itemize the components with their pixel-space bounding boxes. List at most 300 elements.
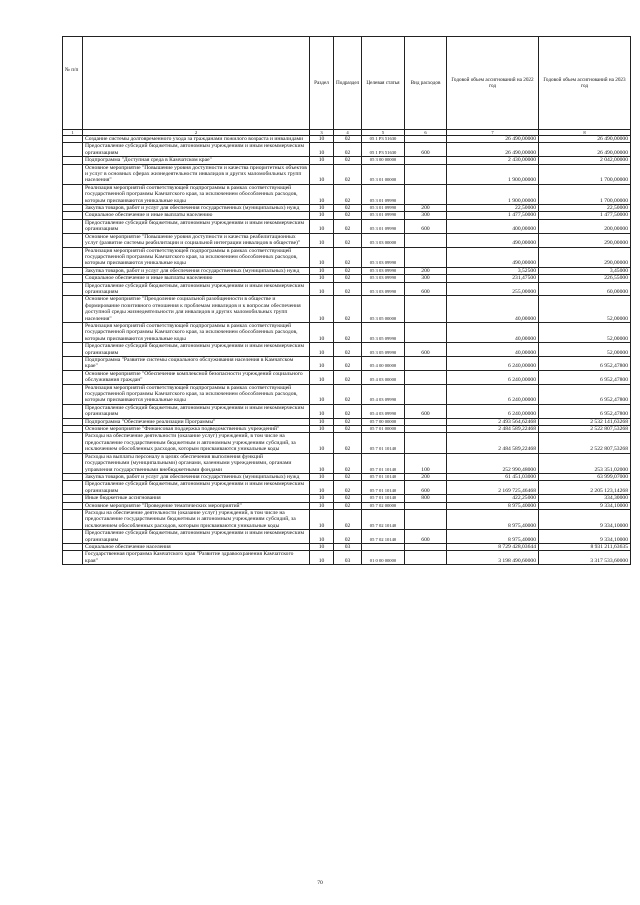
row-vr-cell: [405, 370, 447, 384]
table-row: [63, 219, 631, 233]
row-value-2023-cell: 6 952,47800: [539, 370, 631, 384]
row-csr-cell: 05 7 01 00000: [362, 426, 405, 433]
row-csr-cell: 05 4 00 00000: [362, 357, 405, 371]
row-value-2022-cell: 490,00000: [447, 247, 539, 267]
row-name-cell: Закупка товаров, работ и услуг для обеспечения государственных (муниципальных) нужд: [83, 473, 310, 480]
table-row: [63, 370, 631, 384]
row-razdel-cell: 10: [310, 418, 334, 425]
row-csr-cell: 05 3 05 00000: [362, 296, 405, 323]
row-name-cell: Подпрограмма "Обеспечение реализации Программы": [83, 418, 310, 425]
row-value-2023-cell: 2 532 141,63268: [539, 418, 631, 425]
row-razdel-cell: 10: [310, 205, 334, 212]
row-csr-cell: 05 7 01 10140: [362, 481, 405, 495]
page-number: 70: [317, 880, 323, 886]
col-number: 4: [334, 130, 362, 136]
col-number: 8: [539, 130, 631, 136]
table-row: [63, 343, 631, 357]
header-2023: Годовой объем ассигнований на 2023 год: [539, 37, 631, 130]
row-podrazdel-cell: 02: [334, 219, 362, 233]
row-name-cell: Основное мероприятие "Обеспечение комплексной безопасности учреждений социального обслуживания граждан": [83, 370, 310, 384]
row-name-cell: Иные бюджетные ассигнования: [83, 495, 310, 502]
row-razdel-cell: 10: [310, 495, 334, 502]
row-vr-cell: 100: [405, 453, 447, 473]
row-value-2022-cell: 40,00000: [447, 296, 539, 323]
row-csr-cell: 05 7 01 10140: [362, 433, 405, 453]
row-value-2022-cell: 490,00000: [447, 233, 539, 247]
row-vr-cell: 600: [405, 481, 447, 495]
row-value-2022-cell: 252 990,48000: [447, 453, 539, 473]
row-value-2023-cell: 52,00000: [539, 343, 631, 357]
row-name-cell: Предоставление субсидий бюджетным, автономным учреждениям и иным некоммерческим организациям: [83, 404, 310, 418]
table-row: [63, 136, 631, 143]
row-name-cell: Социальное обеспечение населения: [83, 543, 310, 550]
table-row: [63, 212, 631, 219]
row-podrazdel-cell: 02: [334, 384, 362, 404]
row-name-cell: Основное мероприятие "Финансовая поддержка подведомственных учреждений": [83, 426, 310, 433]
row-csr-cell: 05 3 03 09990: [362, 247, 405, 267]
row-value-2023-cell: 52,00000: [539, 322, 631, 342]
row-name-cell: Государственная программа Камчатского края "Развитие здравоохранения Камчатского края": [83, 551, 310, 565]
header-csr: Целевая статья: [362, 37, 405, 130]
row-value-2023-cell: 334,30000: [539, 495, 631, 502]
row-value-2022-cell: 231,47500: [447, 275, 539, 282]
row-vr-cell: 300: [405, 275, 447, 282]
row-name-cell: Основное мероприятие "Преодоление социальной разобщенности в обществе и формирование позитивного отношения к проблемам инвалидов и к вопросам обеспечения доступной среды жизнедеятельности для инвалидов и других маломобильных групп населения": [83, 296, 310, 323]
row-num-cell: [63, 275, 83, 282]
table-row: [63, 433, 631, 453]
row-name-cell: Основное мероприятие "Повышение уровня доступности и качества реабилитационных услуг (развитие системы реабилитации и социальной интеграции инвалидов в обществе)": [83, 233, 310, 247]
row-csr-cell: 05 3 01 09990: [362, 219, 405, 233]
row-value-2023-cell: 226,55000: [539, 275, 631, 282]
row-vr-cell: 200: [405, 473, 447, 480]
row-razdel-cell: 10: [310, 343, 334, 357]
row-razdel-cell: 10: [310, 404, 334, 418]
row-value-2022-cell: 255,00000: [447, 282, 539, 296]
row-razdel-cell: 10: [310, 384, 334, 404]
row-razdel-cell: 10: [310, 233, 334, 247]
row-csr-cell: 05 1 P3 51630: [362, 143, 405, 157]
row-vr-cell: [405, 164, 447, 184]
row-podrazdel-cell: 02: [334, 233, 362, 247]
row-num-cell: [63, 267, 83, 274]
row-vr-cell: 600: [405, 530, 447, 544]
row-csr-cell: 05 7 02 00000: [362, 502, 405, 509]
row-value-2022-cell: 8 975,40000: [447, 509, 539, 529]
row-vr-cell: [405, 136, 447, 143]
table-row: [63, 481, 631, 495]
row-value-2023-cell: 2 522 807,53268: [539, 426, 631, 433]
row-vr-cell: [405, 433, 447, 453]
row-name-cell: Социальное обеспечение и иные выплаты населению: [83, 275, 310, 282]
row-csr-cell: 05 3 03 09990: [362, 267, 405, 274]
row-value-2022-cell: 8 975,40000: [447, 502, 539, 509]
row-podrazdel-cell: 02: [334, 143, 362, 157]
row-name-cell: Реализация мероприятий соответствующей подпрограммы в рамках соответствующей государственной программы Камчатского края, за исключением обособленных расходов, которым присваиваются уникальные коды: [83, 184, 310, 204]
row-value-2023-cell: 6 952,47800: [539, 384, 631, 404]
row-razdel-cell: 10: [310, 509, 334, 529]
row-value-2023-cell: 9 334,10000: [539, 509, 631, 529]
row-csr-cell: 05 3 01 09990: [362, 184, 405, 204]
row-value-2023-cell: 253 351,02000: [539, 453, 631, 473]
row-value-2022-cell: 61 451,03000: [447, 473, 539, 480]
row-csr-cell: 05 7 02 10140: [362, 509, 405, 529]
row-value-2023-cell: 2 205 123,14268: [539, 481, 631, 495]
row-num-cell: [63, 205, 83, 212]
table-row: [63, 404, 631, 418]
row-vr-cell: [405, 322, 447, 342]
table-row: [63, 282, 631, 296]
table-row: [63, 543, 631, 550]
row-name-cell: Основное мероприятие "Повышение уровня доступности и качества приоритетных объектов и услуг в основных сферах жизнедеятельности инвалидов и других маломобильных групп населения": [83, 164, 310, 184]
row-num-cell: [63, 143, 83, 157]
table-row: [63, 247, 631, 267]
row-value-2023-cell: 9 334,10000: [539, 502, 631, 509]
row-value-2022-cell: 1 477,50000: [447, 212, 539, 219]
row-name-cell: Предоставление субсидий бюджетным, автономным учреждениям и иным некоммерческим организациям: [83, 219, 310, 233]
row-num-cell: [63, 495, 83, 502]
row-value-2023-cell: 2 042,00000: [539, 157, 631, 164]
row-vr-cell: [405, 426, 447, 433]
row-value-2022-cell: 1 900,00000: [447, 184, 539, 204]
row-vr-cell: [405, 357, 447, 371]
col-number: 7: [447, 130, 539, 136]
row-name-cell: Закупка товаров, работ и услуг для обеспечения государственных (муниципальных) нужд: [83, 205, 310, 212]
row-csr-cell: 01 0 00 00000: [362, 551, 405, 565]
row-razdel-cell: 10: [310, 143, 334, 157]
row-num-cell: [63, 247, 83, 267]
row-value-2023-cell: 1 700,00000: [539, 164, 631, 184]
row-razdel-cell: 10: [310, 473, 334, 480]
row-csr-cell: 05 3 01 00000: [362, 164, 405, 184]
row-razdel-cell: 10: [310, 267, 334, 274]
row-vr-cell: 600: [405, 143, 447, 157]
row-vr-cell: 600: [405, 404, 447, 418]
row-value-2023-cell: 8 931 211,63635: [539, 543, 631, 550]
table-row: [63, 275, 631, 282]
row-razdel-cell: 10: [310, 426, 334, 433]
row-num-cell: [63, 530, 83, 544]
row-csr-cell: 05 4 03 09990: [362, 404, 405, 418]
row-num-cell: [63, 370, 83, 384]
row-podrazdel-cell: 02: [334, 205, 362, 212]
row-csr-cell: 05 1 P3 51630: [362, 136, 405, 143]
budget-table: [62, 36, 631, 565]
row-csr-cell: 05 7 02 10140: [362, 530, 405, 544]
table-row: [63, 184, 631, 204]
row-podrazdel-cell: 02: [334, 495, 362, 502]
row-podrazdel-cell: 02: [334, 357, 362, 371]
row-name-cell: Расходы на обеспечение деятельности (оказание услуг) учреждений, в том числе на предоставление государственным бюджетным и автономным учреждениям субсидий, за исключением обособленных расходов, которым присваиваются уникальные коды: [83, 433, 310, 453]
row-vr-cell: [405, 384, 447, 404]
table-row: [63, 233, 631, 247]
row-csr-cell: 05 3 03 00000: [362, 233, 405, 247]
row-name-cell: Реализация мероприятий соответствующей подпрограммы в рамках соответствующей государственной программы Камчатского края, за исключением обособленных расходов, которым присваиваются уникальные коды: [83, 322, 310, 342]
row-podrazdel-cell: 02: [334, 530, 362, 544]
row-vr-cell: [405, 543, 447, 550]
row-num-cell: [63, 296, 83, 323]
header-2022: Годовой объем ассигнований на 2022 год: [447, 37, 539, 130]
row-razdel-cell: 10: [310, 322, 334, 342]
table-row: [63, 384, 631, 404]
row-podrazdel-cell: 02: [334, 247, 362, 267]
row-podrazdel-cell: 02: [334, 184, 362, 204]
row-num-cell: [63, 418, 83, 425]
row-num-cell: [63, 219, 83, 233]
row-value-2023-cell: 2 522 807,53268: [539, 433, 631, 453]
row-name-cell: Реализация мероприятий соответствующей подпрограммы в рамках соответствующей государственной программы Камчатского края, за исключением обособленных расходов, которым присваиваются уникальные коды: [83, 247, 310, 267]
row-value-2023-cell: 1 700,00000: [539, 184, 631, 204]
row-csr-cell: 05 7 01 10140: [362, 473, 405, 480]
row-value-2022-cell: 2 169 725,46468: [447, 481, 539, 495]
row-vr-cell: 600: [405, 282, 447, 296]
row-razdel-cell: 10: [310, 296, 334, 323]
table-row: [63, 509, 631, 529]
row-value-2023-cell: 290,00000: [539, 247, 631, 267]
row-podrazdel-cell: 02: [334, 404, 362, 418]
row-value-2022-cell: 422,25000: [447, 495, 539, 502]
row-num-cell: [63, 551, 83, 565]
row-razdel-cell: 10: [310, 164, 334, 184]
row-value-2023-cell: 60,00000: [539, 282, 631, 296]
table-row: [63, 296, 631, 323]
header-razdel: Раздел: [310, 37, 334, 130]
row-num-cell: [63, 426, 83, 433]
row-razdel-cell: 10: [310, 184, 334, 204]
row-value-2022-cell: 40,00000: [447, 322, 539, 342]
row-podrazdel-cell: 02: [334, 502, 362, 509]
row-podrazdel-cell: 02: [334, 481, 362, 495]
row-vr-cell: 300: [405, 212, 447, 219]
row-razdel-cell: 10: [310, 282, 334, 296]
row-vr-cell: [405, 296, 447, 323]
header-name: [83, 37, 310, 130]
table-row: [63, 322, 631, 342]
row-num-cell: [63, 164, 83, 184]
row-vr-cell: 600: [405, 343, 447, 357]
row-value-2023-cell: 6 952,47800: [539, 357, 631, 371]
row-podrazdel-cell: 02: [334, 426, 362, 433]
row-csr-cell: 05 4 03 09990: [362, 384, 405, 404]
table-row: [63, 143, 631, 157]
row-csr-cell: 05 3 01 09990: [362, 205, 405, 212]
header-vr: Вид расходов: [405, 37, 447, 130]
row-value-2023-cell: 63 999,07000: [539, 473, 631, 480]
table-row: [63, 551, 631, 565]
row-razdel-cell: 10: [310, 481, 334, 495]
row-podrazdel-cell: 02: [334, 343, 362, 357]
row-value-2023-cell: 26 490,00000: [539, 143, 631, 157]
row-razdel-cell: 10: [310, 157, 334, 164]
row-podrazdel-cell: 03: [334, 543, 362, 550]
table-row: [63, 164, 631, 184]
row-num-cell: [63, 233, 83, 247]
table-row: [63, 357, 631, 371]
row-vr-cell: [405, 184, 447, 204]
row-razdel-cell: 10: [310, 551, 334, 565]
table-row: [63, 205, 631, 212]
row-csr-cell: 05 3 00 00000: [362, 157, 405, 164]
row-value-2022-cell: 22,50000: [447, 205, 539, 212]
row-podrazdel-cell: 02: [334, 136, 362, 143]
row-vr-cell: [405, 418, 447, 425]
row-value-2022-cell: 6 240,00000: [447, 384, 539, 404]
row-vr-cell: [405, 502, 447, 509]
row-num-cell: [63, 357, 83, 371]
row-name-cell: Расходы на выплаты персоналу в целях обеспечения выполнения функций государственными (муниципальными) органами, казенными учреждениями, органами управления государственными внебюджетными фондами: [83, 453, 310, 473]
row-podrazdel-cell: 02: [334, 164, 362, 184]
row-num-cell: [63, 502, 83, 509]
row-num-cell: [63, 136, 83, 143]
col-number: 1: [63, 130, 83, 136]
row-razdel-cell: 10: [310, 530, 334, 544]
row-value-2022-cell: 400,00000: [447, 219, 539, 233]
row-value-2022-cell: 1 900,00000: [447, 164, 539, 184]
row-num-cell: [63, 481, 83, 495]
row-csr-cell: 05 7 01 10140: [362, 495, 405, 502]
col-number: 3: [310, 130, 334, 136]
row-razdel-cell: 10: [310, 275, 334, 282]
row-value-2023-cell: 3,45000: [539, 267, 631, 274]
row-value-2022-cell: 2 484 589,22468: [447, 426, 539, 433]
row-value-2023-cell: 22,50000: [539, 205, 631, 212]
row-name-cell: Предоставление субсидий бюджетным, автономным учреждениям и иным некоммерческим организациям: [83, 282, 310, 296]
table-row: [63, 157, 631, 164]
row-num-cell: [63, 322, 83, 342]
table-row: [63, 473, 631, 480]
row-razdel-cell: 10: [310, 543, 334, 550]
table-body: [63, 136, 631, 565]
row-razdel-cell: 10: [310, 136, 334, 143]
row-num-cell: [63, 453, 83, 473]
row-podrazdel-cell: 02: [334, 433, 362, 453]
row-podrazdel-cell: 02: [334, 157, 362, 164]
row-csr-cell: 05 7 01 10140: [362, 453, 405, 473]
row-podrazdel-cell: 02: [334, 473, 362, 480]
table-row: [63, 426, 631, 433]
row-vr-cell: [405, 551, 447, 565]
row-razdel-cell: 10: [310, 370, 334, 384]
row-name-cell: Подпрограмма "Развитие системы социального обслуживания населения в Камчатском крае": [83, 357, 310, 371]
row-name-cell: Подпрограмма "Доступная среда в Камчатском крае": [83, 157, 310, 164]
row-num-cell: [63, 473, 83, 480]
row-podrazdel-cell: 02: [334, 282, 362, 296]
table-row: [63, 495, 631, 502]
row-podrazdel-cell: 02: [334, 296, 362, 323]
row-value-2023-cell: 290,00000: [539, 233, 631, 247]
table-row: [63, 418, 631, 425]
row-num-cell: [63, 384, 83, 404]
row-podrazdel-cell: 02: [334, 370, 362, 384]
row-razdel-cell: 10: [310, 219, 334, 233]
row-vr-cell: [405, 509, 447, 529]
table-row: [63, 530, 631, 544]
col-number: 6: [405, 130, 447, 136]
row-value-2022-cell: 3,52500: [447, 267, 539, 274]
col-number: 5: [362, 130, 405, 136]
header-num: № п/п: [63, 37, 83, 130]
row-value-2022-cell: 6 240,00000: [447, 370, 539, 384]
row-csr-cell: 05 4 03 00000: [362, 370, 405, 384]
row-num-cell: [63, 433, 83, 453]
row-csr-cell: 05 3 05 09990: [362, 322, 405, 342]
row-podrazdel-cell: 02: [334, 267, 362, 274]
row-podrazdel-cell: 02: [334, 453, 362, 473]
row-vr-cell: 800: [405, 495, 447, 502]
row-razdel-cell: 10: [310, 453, 334, 473]
row-name-cell: Расходы на обеспечение деятельности (оказание услуг) учреждений, в том числе на предоставление государственным бюджетным и автономным учреждениям субсидий, за исключением обособленных расходов, которым присваиваются уникальные коды: [83, 509, 310, 529]
row-vr-cell: 200: [405, 205, 447, 212]
table-row: [63, 267, 631, 274]
table-row: [63, 502, 631, 509]
row-csr-cell: 05 3 01 09990: [362, 212, 405, 219]
row-csr-cell: 05 7 00 00000: [362, 418, 405, 425]
row-value-2022-cell: 26 490,00000: [447, 136, 539, 143]
document-page: [62, 36, 630, 565]
table-header-row: [63, 37, 631, 130]
row-value-2022-cell: 3 198 490,60000: [447, 551, 539, 565]
row-csr-cell: 05 3 05 09990: [362, 343, 405, 357]
row-vr-cell: 600: [405, 219, 447, 233]
row-value-2022-cell: 8 975,40000: [447, 530, 539, 544]
row-name-cell: Предоставление субсидий бюджетным, автономным учреждениям и иным некоммерческим организациям: [83, 343, 310, 357]
row-value-2022-cell: 40,00000: [447, 343, 539, 357]
table-row: [63, 453, 631, 473]
row-value-2023-cell: 3 317 533,60000: [539, 551, 631, 565]
row-num-cell: [63, 404, 83, 418]
row-vr-cell: [405, 157, 447, 164]
row-value-2023-cell: 9 334,10000: [539, 530, 631, 544]
row-value-2022-cell: 2 484 589,22468: [447, 433, 539, 453]
row-value-2022-cell: 2 493 564,62468: [447, 418, 539, 425]
row-podrazdel-cell: 02: [334, 509, 362, 529]
row-csr-cell: 05 3 03 09990: [362, 282, 405, 296]
row-name-cell: Предоставление субсидий бюджетным, автономным учреждениям и иным некоммерческим организациям: [83, 481, 310, 495]
row-value-2022-cell: 6 240,00000: [447, 357, 539, 371]
row-name-cell: Реализация мероприятий соответствующей подпрограммы в рамках соответствующей государственной программы Камчатского края, за исключением обособленных расходов, которым присваиваются уникальные коды: [83, 384, 310, 404]
row-name-cell: Социальное обеспечение и иные выплаты населению: [83, 212, 310, 219]
row-num-cell: [63, 343, 83, 357]
row-vr-cell: [405, 247, 447, 267]
row-razdel-cell: 10: [310, 247, 334, 267]
row-num-cell: [63, 212, 83, 219]
row-value-2022-cell: 6 240,00000: [447, 404, 539, 418]
row-vr-cell: 200: [405, 267, 447, 274]
row-name-cell: Закупка товаров, работ и услуг для обеспечения государственных (муниципальных) нужд: [83, 267, 310, 274]
row-podrazdel-cell: 02: [334, 322, 362, 342]
row-razdel-cell: 10: [310, 357, 334, 371]
row-csr-cell: [362, 543, 405, 550]
row-name-cell: Создание системы долговременного ухода за гражданами пожилого возраста и инвалидами: [83, 136, 310, 143]
row-razdel-cell: 10: [310, 433, 334, 453]
row-podrazdel-cell: 03: [334, 551, 362, 565]
row-csr-cell: 05 3 03 09990: [362, 275, 405, 282]
row-value-2023-cell: 1 477,50000: [539, 212, 631, 219]
row-value-2023-cell: 6 952,47800: [539, 404, 631, 418]
row-name-cell: Основное мероприятие "Проведение тематических мероприятий": [83, 502, 310, 509]
row-podrazdel-cell: 02: [334, 212, 362, 219]
row-num-cell: [63, 184, 83, 204]
row-value-2022-cell: 2 430,00000: [447, 157, 539, 164]
header-podrazdel: Подраздел: [334, 37, 362, 130]
row-podrazdel-cell: 02: [334, 275, 362, 282]
col-number: 2: [83, 130, 310, 136]
row-name-cell: Предоставление субсидий бюджетным, автономным учреждениям и иным некоммерческим организациям: [83, 143, 310, 157]
row-value-2022-cell: 8 729 428,03644: [447, 543, 539, 550]
row-num-cell: [63, 282, 83, 296]
row-num-cell: [63, 543, 83, 550]
row-razdel-cell: 10: [310, 502, 334, 509]
row-value-2023-cell: 52,00000: [539, 296, 631, 323]
